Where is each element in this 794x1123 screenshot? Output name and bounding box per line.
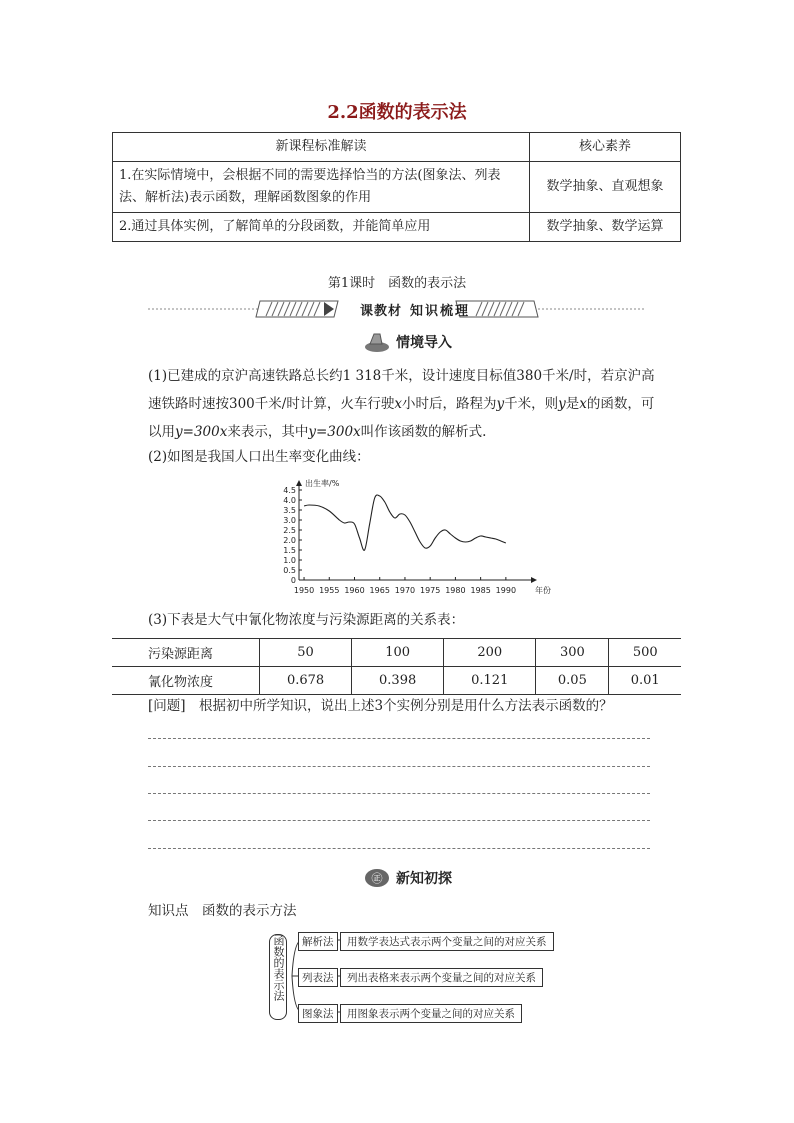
answer-line[interactable] (148, 766, 650, 767)
diagram-root (269, 934, 287, 1020)
y-tick-label: 0 (290, 576, 296, 585)
y-tick-label: 4.0 (283, 496, 296, 505)
banner-left-text: 课教材 (360, 304, 403, 319)
standards-row-text: 2.通过具体实例，了解简单的分段函数，并能简单应用 (113, 213, 530, 242)
banner-right-text: 知识梳理 (410, 304, 471, 319)
method-name-analytic: 解析法 (298, 932, 338, 951)
y-tick-label: 3.5 (283, 506, 296, 515)
y-tick-label: 1.0 (283, 556, 296, 565)
x-tick-label: 1950 (293, 586, 315, 595)
x-tick-label: 1960 (344, 586, 365, 595)
variable: x (394, 396, 402, 412)
paragraph-line: (1)已建成的京沪高速铁路总长约1 318千米，设计速度目标值380千米/时，若京沪高 (148, 368, 655, 384)
scenario-paragraph-3: (3)下表是大气中氰化物浓度与污染源距离的关系表： (148, 612, 465, 628)
table-cell: 100 (352, 639, 444, 667)
table-row (112, 667, 681, 695)
x-axis-arrow (531, 577, 537, 583)
table-cell: 污染源距离 (112, 639, 260, 667)
standards-row-literacy: 数学抽象、数学运算 (530, 213, 681, 242)
x-tick-label: 1965 (369, 586, 390, 595)
section-banner (148, 298, 646, 320)
y-tick-label: 4.5 (283, 486, 296, 495)
table-cell: 氰化物浓度 (112, 667, 260, 695)
section-title: 新知初探 (396, 871, 452, 887)
paragraph-line (148, 390, 668, 418)
paragraph-line (148, 418, 668, 446)
table-cell: 0.01 (609, 667, 681, 695)
birth-rate-chart (268, 478, 558, 600)
knowledge-point-title: 知识点 函数的表示方法 (148, 903, 297, 919)
x-tick-label: 1985 (470, 586, 491, 595)
answer-line[interactable] (148, 848, 650, 849)
answer-line[interactable] (148, 820, 650, 821)
table-cell: 300 (536, 639, 609, 667)
svg-text:㊣: ㊣ (371, 872, 383, 885)
method-desc-table: 列出表格来表示两个变量之间的对应关系 (340, 968, 543, 987)
standards-row-text: 1.在实际情境中，会根据不同的需要选择恰当的方法(图象法、列表法、解析法)表示函数，理解函数图象的作用 (113, 162, 530, 213)
table-cell: 0.05 (536, 667, 609, 695)
text-run: 来表示，其中 (227, 424, 309, 440)
method-name-table: 列表法 (298, 968, 338, 987)
table-cell: 50 (260, 639, 352, 667)
formula: y=300x (175, 424, 228, 440)
text-run: 速铁路时速按300千米/时计算，火车行驶 (148, 396, 395, 412)
x-tick-label: 1980 (445, 586, 466, 595)
pollution-table (112, 638, 681, 695)
lesson-title: 第1课时 函数的表示法 (327, 276, 467, 291)
variable: x (579, 396, 587, 412)
y-axis-arrow (296, 480, 302, 486)
method-desc-graph: 用图象表示两个变量之间的对应关系 (340, 1004, 522, 1023)
x-tick-label: 1975 (420, 586, 441, 595)
variable: y (496, 396, 505, 412)
section-title: 情境导入 (396, 335, 452, 351)
book-icon (364, 866, 390, 888)
table-cell: 0.121 (444, 667, 536, 695)
x-axis-label: 年份 (535, 586, 551, 595)
formula: y=300x (308, 424, 361, 440)
method-desc-analytic: 用数学表达式表示两个变量之间的对应关系 (340, 932, 554, 951)
answer-line[interactable] (148, 738, 650, 739)
text-run: 叫作该函数的解析式. (360, 424, 487, 440)
variable: y (558, 396, 566, 412)
x-tick-label: 1990 (495, 586, 517, 595)
table-cell: 200 (444, 639, 536, 667)
table-cell: 0.398 (352, 667, 444, 695)
standards-header-reading: 新课程标准解读 (113, 133, 530, 162)
birth-rate-line (304, 495, 506, 550)
table-row (112, 639, 681, 667)
y-tick-label: 2.5 (283, 526, 296, 535)
method-name-graph: 图象法 (298, 1004, 338, 1023)
table-cell: 0.678 (260, 667, 352, 695)
text-run: 以用 (148, 424, 175, 440)
x-tick-label: 1955 (319, 586, 340, 595)
y-tick-label: 3.0 (283, 516, 296, 525)
text-run: 是 (565, 396, 580, 412)
representation-diagram (264, 930, 564, 1022)
standards-table (112, 132, 681, 242)
standards-row-literacy: 数学抽象、直观想象 (530, 162, 681, 213)
question-text: [问题] 根据初中所学知识，说出上述3个实例分别是用什么方法表示函数的？ (148, 698, 613, 714)
y-axis-label: 出生率/% (305, 479, 340, 488)
scenario-paragraph-2: (2)如图是我国人口出生率变化曲线： (148, 449, 370, 465)
text-run: 千米，则 (504, 396, 559, 412)
standards-header-literacy: 核心素养 (530, 133, 681, 162)
table-cell: 500 (609, 639, 681, 667)
answer-line[interactable] (148, 793, 650, 794)
text-run: 小时后，路程为 (401, 396, 497, 412)
y-tick-label: 2.0 (283, 536, 296, 545)
lamp-icon (364, 330, 390, 352)
page-title: 2.2函数的表示法 (327, 102, 467, 123)
x-tick-label: 1970 (394, 586, 416, 595)
y-tick-label: 1.5 (283, 546, 296, 555)
y-tick-label: 0.5 (283, 566, 296, 575)
text-run: 的函数，可 (586, 396, 655, 412)
diagram-root-label: 函数的表示法 (272, 935, 285, 1001)
scenario-paragraph-1 (148, 362, 668, 446)
